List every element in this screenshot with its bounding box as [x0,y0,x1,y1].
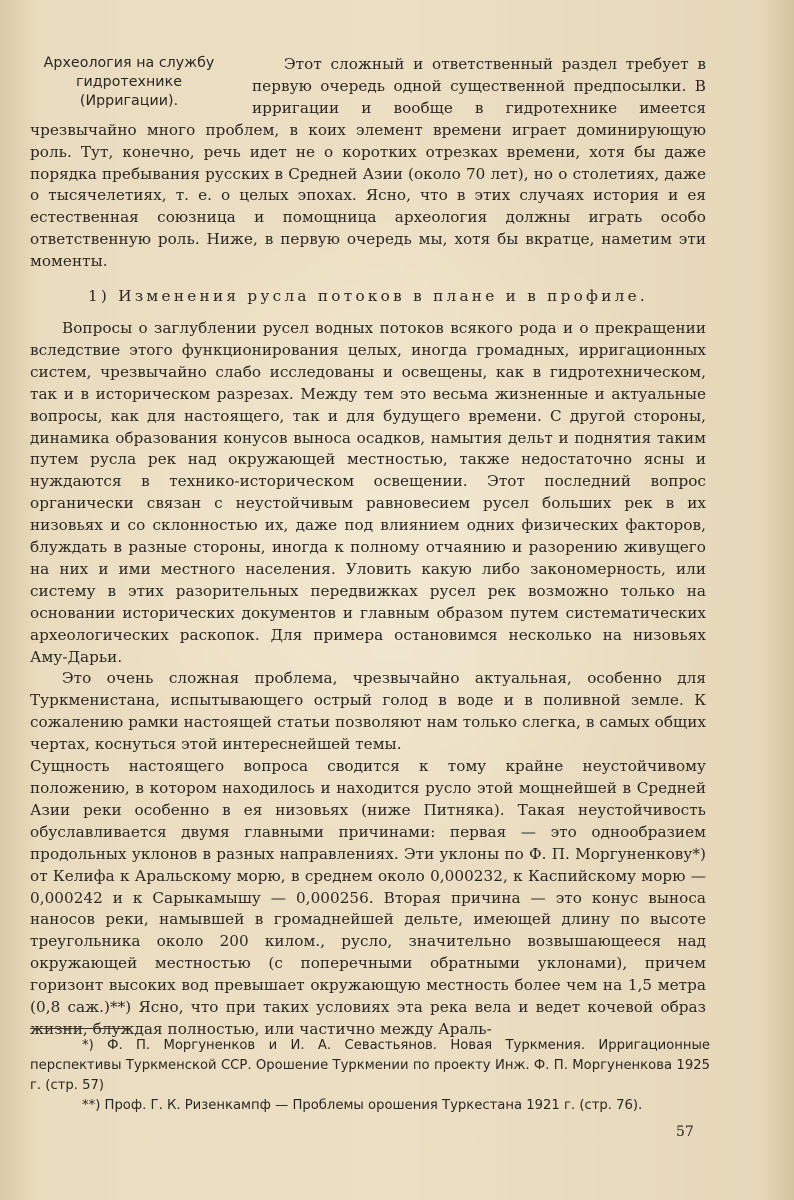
footnotes [30,1036,710,1116]
margin-heading-line: (Ирригации). [79,93,179,109]
main-text [30,54,706,1041]
paragraph: Сущность настоящего вопроса сводится к тому крайне неустойчивому положению, в котором находилось и находится русло этой мощнейшей в Средней Азии реки особенно в ея низовьях (ниже Питняка). Такая неустойчивость обуславливается двумя главными причинами: первая — это однообразием продольных уклонов в разных направлениях. Эти уклоны по Ф. П. Моргуненкову*) от Келифа к Аральскому морю, в среднем около 0,000232, к Каспийскому морю — 0,000242 и к Сарыкамышу — 0,000256. Вторая причина — это конус выноса наносов реки, намывшей в громаднейшей дельте, имеющей длину по высоте треугольника около 200 килом., русло, значительно возвышающееся над окружающей местностью (с поперечными обратными уклонами), причем горизонт высоких вод превышает окружающую местность более чем на 1,5 метра (0,8 саж.)**) Ясно, что при таких условиях эта река вела и ведет кочевой образ жизни, блуждая полностью, или частично между Араль- [30,757,706,1038]
intro-paragraph: Этот сложный и ответственный раздел требует в первую очередь одной существенной предпосылки. В ирригации и вообще в гидротехнике имеется чрезвычайно много проблем, в коих элемент времени играет доминирующую роль. Тут, конечно, речь идет не о коротких отрезках времени, хотя бы даже порядка пребывания русских в Средней Азии (около 70 лет), но о столетиях, даже о тысячелетиях, т. е. о целых эпохах. Ясно, что в этих случаях история и ея естественная союзница и помощница археология должны играть особо ответственную роль. Ниже, в первую очередь мы, хотя бы вкратце, наметим эти моменты. [30,55,706,271]
section-heading: 1) Изменения русла потоков в плане и в профиле. [87,287,649,306]
margin-heading-line: Археология на службу [43,55,215,71]
margin-heading-line: гидротехнике [76,74,182,90]
paragraph: Вопросы о заглублении русел водных потоков всякого рода и о прекращении вследствие этого функционирования целых, иногда громадных, ирригационных систем, чрезвычайно слабо исследованы и освещены, как в гидротехническом, так и в историческом разрезах. Между тем это весьма жизненные и актуальные вопросы, как для настоящего, так и для будущего времени. С другой стороны, динамика образования конусов выноса осадков, намытия дельт и поднятия таким путем русла рек над окружающей местностью, также недостаточно ясны и нуждаются в технико-историческом освещении. Этот последний вопрос органически связан с неустойчивым равновесием русел больших рек в их низовьях и со склонностью их, даже под влиянием одних физических факторов, блуждать в разные стороны, иногда к полному отчаянию и разорению живущего на них и ими местного населения. Уловить какую либо закономерность, или систему в этих разорительных передвижках русел рек возможно только на основании исторических документов и главным образом путем систематических археологических раскопок. Для примера остановимся несколько на низовьях Аму-Дарьи. [30,318,706,666]
margin-heading [30,54,228,111]
paragraph: Это очень сложная проблема, чрезвычайно актуальная, особенно для Туркменистана, испытывающего острый голод в воде и в поливной земле. К сожалению рамки настоящей статьи позволяют нам только слегка, в самых общих чертах, коснуться этой интереснейшей темы. [30,669,706,754]
footnote: **) Проф. Г. К. Ризенкампф — Проблемы орошения Туркестана 1921 г. (стр. 76). [82,1098,643,1113]
page-number: 57 [676,1124,694,1140]
footnote-divider [30,1028,130,1029]
footnote: *) Ф. П. Моргуненков и И. А. Севастьянов. Новая Туркмения. Ирригационные перспективы Туркменской ССР. Орошение Туркмении по проекту Инж. Ф. П. Моргуненкова 1925 г. (стр. 57) [30,1038,710,1093]
